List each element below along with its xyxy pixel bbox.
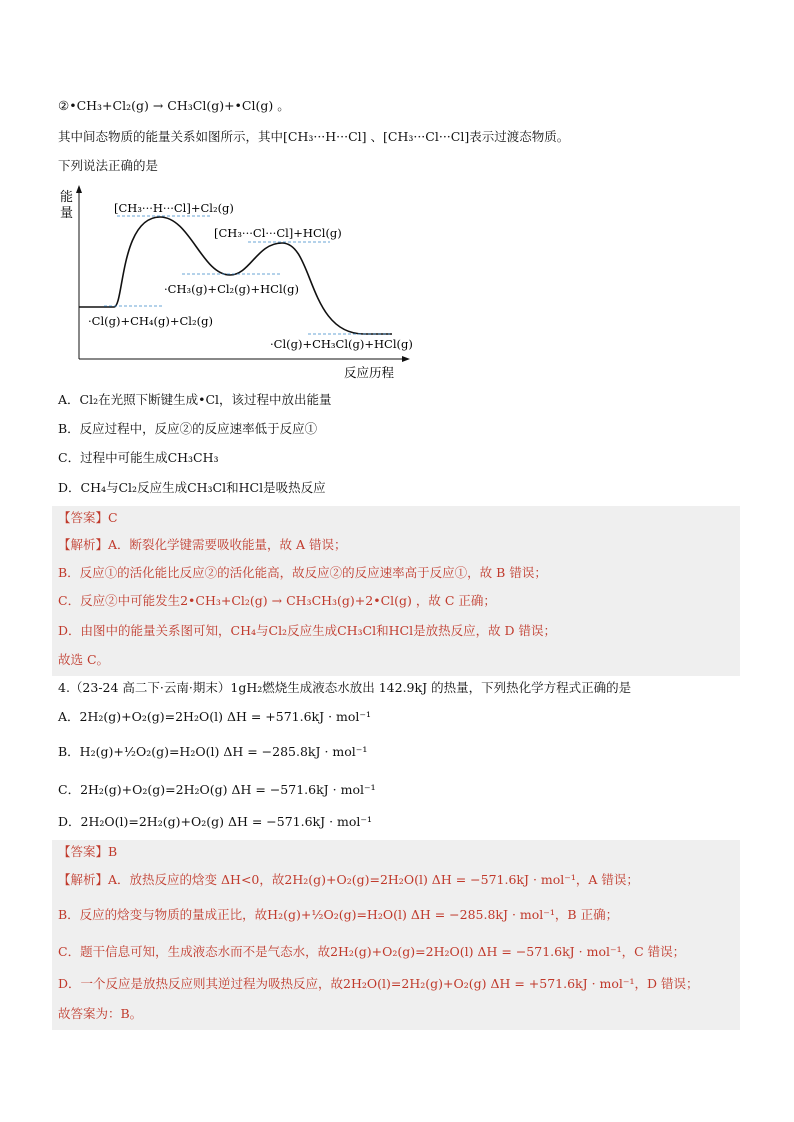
q3-option-a: A．Cl₂在光照下断键生成•Cl，该过程中放出能量	[58, 392, 332, 407]
q3-answer-line	[58, 508, 118, 528]
q3-exp-a-text: A．断裂化学键需要吸收能量，故 A 错误；	[108, 537, 347, 552]
x-axis-label: 反应历程	[344, 365, 395, 380]
q4-exp-a-text: A．放热反应的焓变 ΔH<0，故2H₂(g)+O₂(g)=2H₂O(l) ΔH = −571.6kJ · mol⁻¹，A 错误；	[108, 872, 639, 887]
q3-exp-tag: 【解析】	[58, 537, 109, 552]
q4-option-c: C．2H₂(g)+O₂(g)=2H₂O(g) ΔH = −571.6kJ · mol⁻¹	[58, 782, 376, 797]
q3-explanation-d: D．由图中的能量关系图可知，CH₄与Cl₂反应生成CH₃Cl和HCl是放热反应，故 D 错误；	[58, 623, 557, 638]
q4-answer-tag: 【答案】	[58, 844, 109, 859]
intermediate-label: ·CH₃(g)+Cl₂(g)+HCl(g)	[164, 282, 299, 296]
y-axis-label-2: 量	[60, 206, 74, 221]
q3-explanation-c: C．反应②中可能发生2•CH₃+Cl₂(g) → CH₃CH₃(g)+2•Cl(g) ，故 C 正确；	[58, 593, 496, 608]
ts1-label: [CH₃···H···Cl]+Cl₂(g)	[114, 201, 234, 215]
end-label: ·Cl(g)+CH₃Cl(g)+HCl(g)	[270, 337, 413, 351]
q4-stem: 4.（23-24 高二下·云南·期末）1gH₂燃烧生成液态水放出 142.9kJ 的热量，下列热化学方程式正确的是	[58, 680, 632, 695]
q3-conclusion: 故选 C。	[58, 652, 110, 667]
q4-option-d: D．2H₂O(l)=2H₂(g)+O₂(g) ΔH = −571.6kJ · mol⁻¹	[58, 814, 373, 829]
q4-conclusion: 故答案为：B。	[58, 1006, 143, 1021]
ts2-label: [CH₃···Cl···Cl]+HCl(g)	[214, 226, 342, 240]
q3-answer: C	[108, 510, 118, 525]
reaction-2-line: ②•CH₃+Cl₂(g) → CH₃Cl(g)+•Cl(g) 。	[58, 98, 290, 113]
q3-option-d: D．CH₄与Cl₂反应生成CH₃Cl和HCl是吸热反应	[58, 480, 326, 495]
q4-explanation-d: D．一个反应是放热反应则其逆过程为吸热反应，故2H₂O(l)=2H₂(g)+O₂(g) ΔH = +571.6kJ · mol⁻¹，D 错误；	[58, 976, 699, 991]
start-label: ·Cl(g)+CH₄(g)+Cl₂(g)	[88, 314, 213, 328]
question-ask: 下列说法正确的是	[58, 158, 159, 173]
q4-option-a: A．2H₂(g)+O₂(g)=2H₂O(l) ΔH = +571.6kJ · mol⁻¹	[58, 709, 372, 724]
q3-explanation-b: B．反应①的活化能比反应②的活化能高，故反应②的反应速率高于反应①，故 B 错误；	[58, 565, 547, 580]
q3-answer-tag: 【答案】	[58, 510, 109, 525]
x-axis-arrow	[402, 356, 410, 362]
q4-option-b: B．H₂(g)+½O₂(g)=H₂O(l) ΔH = −285.8kJ · mol⁻¹	[58, 744, 368, 759]
q4-explanation-a	[58, 870, 639, 890]
q4-answer: B	[108, 844, 118, 859]
q3-explanation-a	[58, 535, 347, 555]
energy-diagram	[52, 183, 422, 383]
y-axis-arrow	[76, 185, 82, 193]
q3-option-b: B．反应过程中，反应②的反应速率低于反应①	[58, 421, 318, 436]
q4-explanation-c: C．题干信息可知，生成液态水而不是气态水，故2H₂(g)+O₂(g)=2H₂O(l) ΔH = −571.6kJ · mol⁻¹，C 错误；	[58, 944, 686, 959]
q4-exp-tag: 【解析】	[58, 872, 109, 887]
q4-answer-line	[58, 842, 117, 862]
q3-option-c: C．过程中可能生成CH₃CH₃	[58, 450, 219, 465]
q4-explanation-b: B．反应的焓变与物质的量成正比，故H₂(g)+½O₂(g)=H₂O(l) ΔH = −285.8kJ · mol⁻¹，B 正确；	[58, 907, 619, 922]
q4-answer-box	[52, 840, 740, 1030]
intro-line: 其中间态物质的能量关系如图所示，其中[CH₃···H···Cl] 、[CH₃···Cl···Cl]表示过渡态物质。	[58, 129, 570, 144]
y-axis-label-1: 能	[60, 190, 74, 205]
